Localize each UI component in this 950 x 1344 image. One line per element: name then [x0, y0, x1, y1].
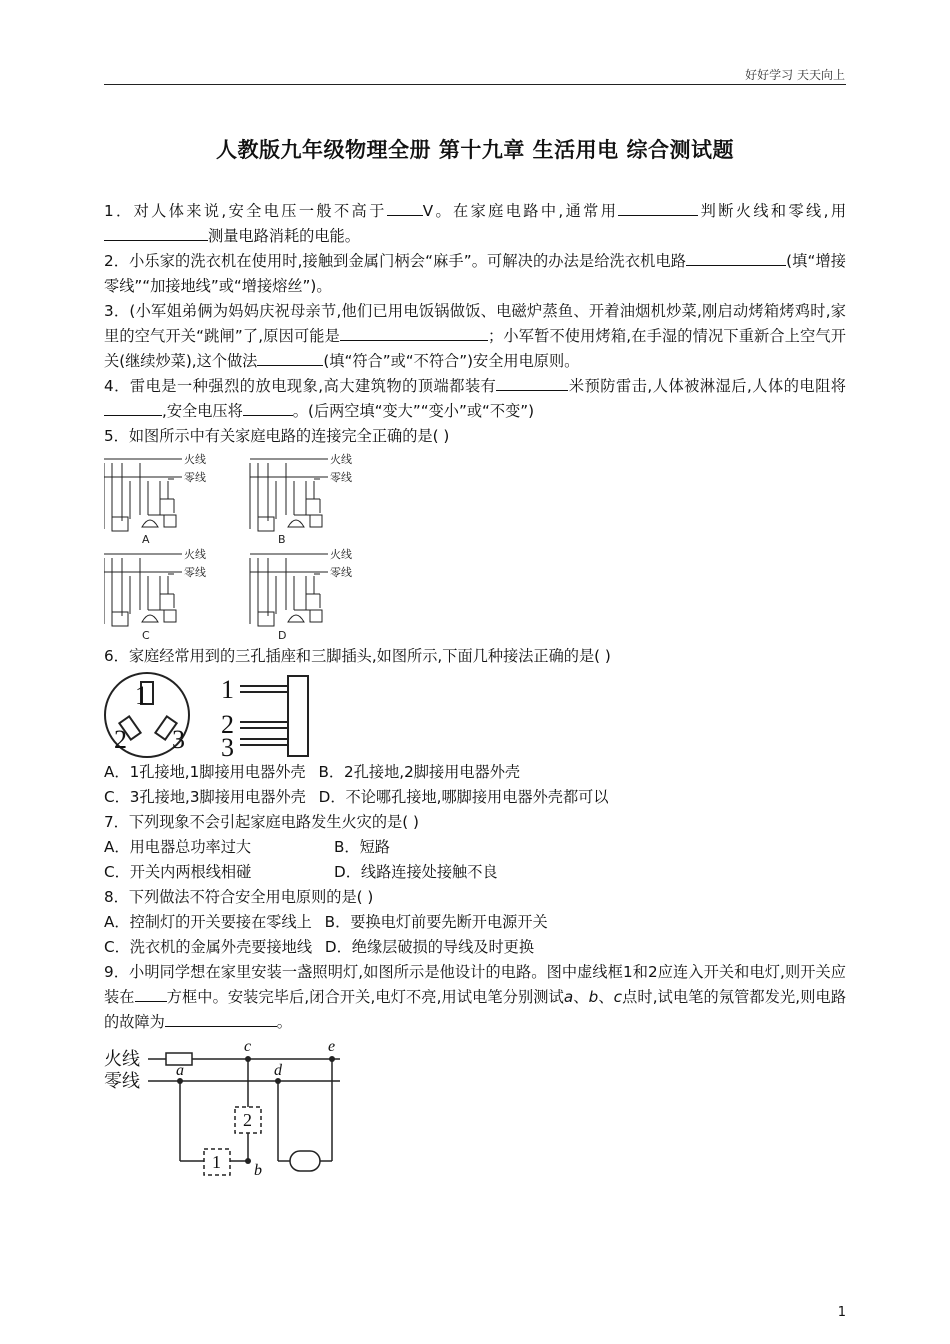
- q7-options-row-2: [104, 860, 846, 885]
- q9-sep-1: 、: [573, 988, 589, 1006]
- circuit-diagram-b: [250, 459, 328, 531]
- q6-stem: 6．家庭经常用到的三孔插座和三脚插头,如图所示,下面几种接法正确的是( ): [104, 647, 611, 665]
- q1-blank-3[interactable]: [104, 224, 208, 241]
- q6-options-row-1: [104, 760, 846, 785]
- q7-options-row-1: [104, 835, 846, 860]
- fig5-label-d: D: [278, 629, 287, 642]
- q9-point-a: a: [563, 988, 574, 1006]
- plug-pin-2-label: 2: [221, 710, 234, 739]
- header-rule: [104, 84, 846, 85]
- fig9-live-label: 火线: [104, 1049, 140, 1070]
- q1-text-d: 测量电路消耗的电能。: [208, 227, 360, 245]
- question-9: [104, 960, 846, 1035]
- question-6: [104, 644, 846, 669]
- fig9-neutral-label: 零线: [104, 1071, 140, 1092]
- socket-hole-1-label: 1: [135, 681, 148, 710]
- q4-blank-2[interactable]: [104, 399, 162, 416]
- q6-options-row-2: [104, 785, 846, 810]
- question-3: [104, 299, 846, 374]
- q1-blank-2[interactable]: [618, 199, 698, 216]
- q5-stem: 5．如图所示中有关家庭电路的连接完全正确的是( ): [104, 427, 450, 445]
- fig5-c-neutral-label: 零线: [184, 566, 206, 579]
- fig5-a-live-label: 火线: [184, 453, 206, 466]
- q4-blank-3[interactable]: [243, 399, 293, 416]
- q9-text-i: 。: [276, 1013, 292, 1031]
- q4-text-c: ,安全电压将: [162, 402, 243, 420]
- q9-sep-2: 、: [598, 988, 614, 1006]
- q7-stem: 7．下列现象不会引起家庭电路发生火灾的是( ): [104, 813, 419, 831]
- q8-option-d[interactable]: D．绝缘层破损的导线及时更换: [324, 938, 535, 956]
- fig5-label-b: B: [278, 533, 286, 546]
- q8-options-row-1: [104, 910, 846, 935]
- circuit-diagram-d: [250, 554, 328, 626]
- plug-body: [288, 676, 308, 756]
- q6-option-a[interactable]: A．1孔接地,1脚接用电器外壳: [104, 763, 306, 781]
- q9-text-h: 点时,试电笔的氖管都发光,则电路的故障为: [104, 988, 847, 1031]
- q6-option-c[interactable]: C．3孔接地,3脚接用电器外壳: [104, 788, 306, 806]
- page-title: 人教版九年级物理全册 第十九章 生活用电 综合测试题: [216, 137, 734, 162]
- q3-text-c: (填“符合”或“不符合”)安全用电原则。: [323, 352, 580, 370]
- socket-hole-3-label: 3: [172, 725, 185, 754]
- q3-text-b: ；小军暂不使用烤箱,在手湿的情况下重新合上空气开关(继续炒菜),这个做法: [104, 327, 846, 370]
- q6-option-d[interactable]: D．不论哪孔接地,哪脚接用电器外壳都可以: [318, 788, 609, 806]
- q6-option-b[interactable]: B．2孔接地,2脚接用电器外壳: [318, 763, 521, 781]
- q5-circuit-figure: [104, 451, 374, 643]
- q4-text-a: 4．雷电是一种强烈的放电现象,高大建筑物的顶端都装有: [104, 377, 497, 395]
- q8-option-c[interactable]: C．洗衣机的金属外壳要接地线: [104, 938, 313, 956]
- q4-text-b: 米预防雷击,人体被淋湿后,人体的电阻将: [568, 377, 846, 395]
- q8-stem: 8．下列做法不符合安全用电原则的是( ): [104, 888, 374, 906]
- q2-text-a: 2．小乐家的洗衣机在使用时,接触到金属门柄会“麻手”。可解决的办法是给洗衣机电路: [104, 252, 687, 270]
- q7-option-b[interactable]: B．短路: [334, 838, 390, 856]
- plug-pin-1-label: 1: [221, 675, 234, 704]
- fig5-d-live-label: 火线: [330, 548, 352, 561]
- q9-point-b: b: [588, 988, 599, 1006]
- q7-option-c[interactable]: C．开关内两根线相碰: [104, 863, 252, 881]
- fig5-label-c: C: [142, 629, 150, 642]
- q8-option-b[interactable]: B．要换电灯前要先断开电源开关: [324, 913, 548, 931]
- question-8: [104, 885, 846, 910]
- q1-text-a: 1．对人体来说,安全电压一般不高于: [104, 202, 387, 220]
- question-2: [104, 249, 846, 299]
- circuit-diagram-a: [104, 459, 182, 531]
- q4-text-d: 。(后两空填“变大”“变小”或“不变”): [292, 402, 535, 420]
- q4-blank-1[interactable]: [496, 374, 568, 391]
- fig5-a-neutral-label: 零线: [184, 471, 206, 484]
- q3-blank-1[interactable]: [340, 324, 488, 341]
- q7-option-a[interactable]: A．用电器总功率过大: [104, 838, 252, 856]
- fig9-point-a: a: [176, 1062, 184, 1079]
- q2-text-b: (填“增接零线”“加接地线”或“增接熔丝”)。: [104, 252, 846, 295]
- q1-text-b: V。在家庭电路中,通常用: [422, 202, 619, 220]
- q3-text-a: 3．(小军姐弟俩为妈妈庆祝母亲节,他们已用电饭锅做饭、电磁炉蒸鱼、开着油烟机炒菜,刚启动烤箱烤鸡时,家里的空气开关“跳闸”了,原因可能是: [104, 302, 846, 345]
- fig9-point-b: b: [254, 1162, 262, 1177]
- fig9-point-c: c: [244, 1038, 252, 1055]
- fig9-box1-label: 1: [212, 1152, 221, 1172]
- question-7: [104, 810, 846, 835]
- page-number: 1: [837, 1305, 846, 1320]
- question-4: [104, 374, 846, 424]
- question-1: [104, 199, 846, 249]
- q7-option-d[interactable]: D．线路连接处接触不良: [334, 863, 498, 881]
- question-content: [104, 199, 846, 1177]
- fig5-d-neutral-label: 零线: [330, 566, 352, 579]
- page-header-text: 好好学习 天天向上: [745, 68, 845, 82]
- q8-options-row-2: [104, 935, 846, 960]
- fig5-b-live-label: 火线: [330, 453, 352, 466]
- q9-text-b: 方框中。安装完毕后,闭合开关,电灯不亮,用试电笔分别测试: [166, 988, 564, 1006]
- appliance: [290, 1151, 320, 1171]
- q8-option-a[interactable]: A．控制灯的开关要接在零线上: [104, 913, 312, 931]
- question-5: [104, 424, 846, 449]
- q2-blank-1[interactable]: [686, 249, 786, 266]
- q9-circuit-figure: [104, 1037, 344, 1177]
- q1-blank-1[interactable]: [387, 199, 423, 216]
- q9-blank-2[interactable]: [165, 1010, 277, 1027]
- q3-blank-2[interactable]: [257, 349, 323, 366]
- q9-text-a: 9．小明同学想在家里安装一盏照明灯,如图所示是他设计的电路。图中虚线框1和2应连入开关和电灯,则开关应装在: [104, 963, 846, 1006]
- fig5-b-neutral-label: 零线: [330, 471, 352, 484]
- q9-blank-1[interactable]: [135, 985, 167, 1002]
- plug-pin-3-label: 3: [221, 733, 234, 758]
- fig5-label-a: A: [142, 533, 150, 546]
- fig9-point-e: e: [328, 1038, 336, 1055]
- circuit-diagram-c: [104, 554, 182, 626]
- fig9-box2-label: 2: [243, 1110, 252, 1130]
- fig5-c-live-label: 火线: [184, 548, 206, 561]
- q9-point-c: c: [613, 988, 623, 1006]
- q6-socket-plug-figure: [104, 672, 314, 758]
- fig9-point-d: d: [274, 1062, 282, 1079]
- socket-hole-2-label: 2: [114, 725, 127, 754]
- q1-text-c: 判断火线和零线,用: [698, 202, 847, 220]
